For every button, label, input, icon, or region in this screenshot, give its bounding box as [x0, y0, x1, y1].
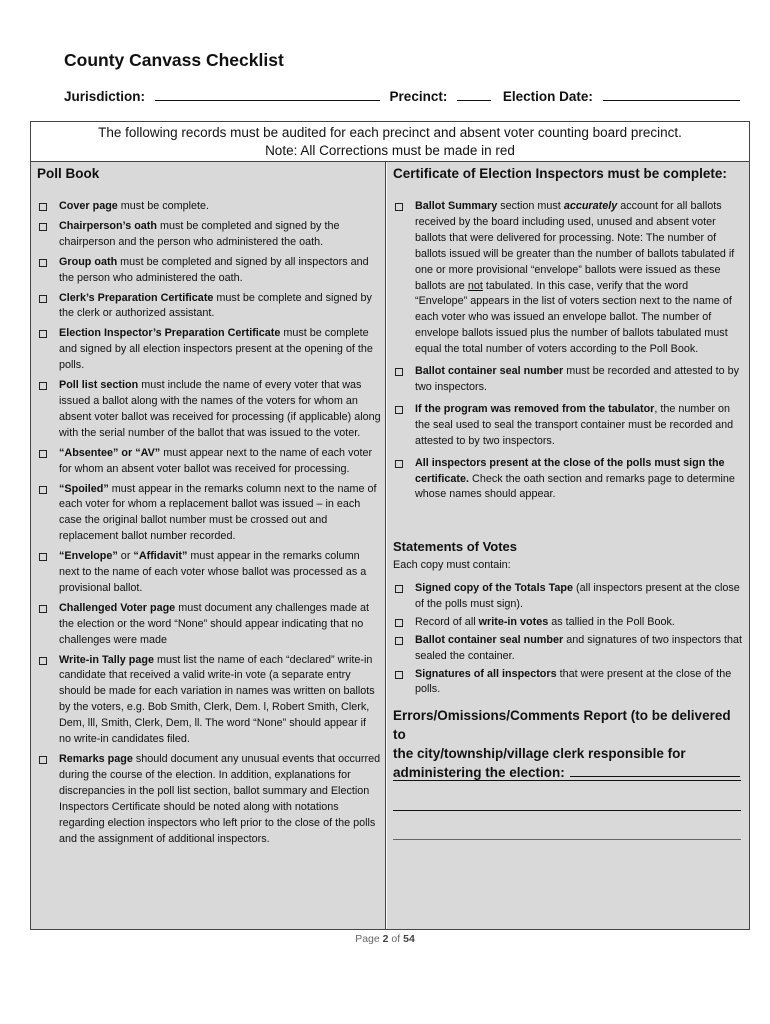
- item-text: must be complete.: [117, 200, 210, 212]
- errors-report-blank-2[interactable]: [393, 780, 741, 781]
- intro-line-1: The following records must be audited for each precinct and absent voter counting board precinct.: [98, 125, 682, 140]
- jurisdiction-label: Jurisdiction:: [64, 89, 146, 104]
- item-text: must be complete and signed by all election inspectors present at the opening of the polls.: [59, 327, 373, 372]
- election-date-blank[interactable]: [603, 89, 740, 101]
- item-bold-text: Ballot Summary: [415, 200, 498, 212]
- item-bold-text: If the program was removed from the tabulator: [415, 402, 655, 415]
- checkbox-icon[interactable]: [395, 671, 403, 679]
- item-text: , the number on the seal used to seal the transport container must be recorded and attested to by two inspectors.: [415, 402, 734, 447]
- checklist-item: [37, 326, 381, 374]
- checklist-item: [37, 199, 381, 215]
- checklist-item: [37, 446, 381, 478]
- checklist-item: [393, 667, 743, 699]
- checklist-item: [393, 456, 743, 504]
- item-bold-text: Signed copy of the Totals Tape: [415, 582, 573, 594]
- item-bold-text: Signatures of all inspectors: [415, 667, 557, 680]
- checklist-table: [30, 121, 750, 930]
- intro-line-2: Note: All Corrections must be made in red: [265, 143, 515, 158]
- item-text: should document any unusual events that occurred during the course of the election. In addition, explanations for discrepancies in the poll list section, ballot summary and Election Inspectors Certificate should be noted along with notations regarding election inspectors who left prior to the close of the polls and the assignment of additional inspectors.: [59, 753, 381, 845]
- errors-report-blank-1[interactable]: [570, 765, 740, 777]
- errors-report-blank-4[interactable]: [393, 839, 741, 840]
- checkbox-icon[interactable]: [395, 585, 403, 593]
- item-text: section must: [497, 200, 564, 212]
- item-text: must be recorded and attested to by two inspectors.: [415, 365, 740, 393]
- item-text: Record of all: [415, 615, 479, 628]
- checkbox-icon[interactable]: [39, 756, 47, 764]
- item-text: that were present at the close of the polls.: [415, 667, 732, 696]
- checklist-item: [37, 291, 381, 323]
- errors-report-heading: [393, 706, 745, 782]
- checklist-item: [37, 752, 381, 847]
- checklist-item: [37, 255, 381, 287]
- checkbox-icon[interactable]: [39, 486, 47, 494]
- certificate-heading: Certificate of Election Inspectors must be complete:: [393, 166, 727, 181]
- item-bold-text: Election Inspector’s Preparation Certificate: [59, 327, 281, 340]
- checkbox-icon[interactable]: [395, 619, 403, 627]
- item-bold-text: Write-in Tally page: [59, 653, 154, 666]
- page-title: County Canvass Checklist: [64, 50, 284, 70]
- item-bold-text: Challenged Voter page: [59, 601, 176, 614]
- precinct-label: Precinct:: [389, 89, 448, 104]
- checkbox-icon[interactable]: [395, 406, 403, 414]
- item-text: or: [117, 550, 134, 563]
- item-text: must be complete and signed by the clerk or authorized assistant.: [59, 291, 372, 320]
- checkbox-icon[interactable]: [39, 223, 47, 231]
- statements-list: [393, 581, 743, 700]
- item-bold-text: Cover page: [59, 200, 118, 212]
- checklist-item: [393, 615, 743, 631]
- item-bold-text: “Affidavit”: [133, 550, 188, 563]
- checklist-item: [37, 549, 381, 597]
- errors-report-blank-3[interactable]: [393, 810, 741, 811]
- checkbox-icon[interactable]: [39, 553, 47, 561]
- item-bold-text: Ballot container seal number: [415, 633, 564, 646]
- item-text: must appear next to the name of each voter for whom an absent voter ballot was received for processing.: [59, 446, 373, 475]
- checklist-item: [37, 482, 381, 546]
- intro-banner: [31, 122, 749, 162]
- item-text: tabulated. In this case, verify that the word “Envelope” appears in the list of voters section next to the name of each voter who was issued an envelope ballot. The number of envelope ballots issued plus the number of ballots tabulated must equal the total number of voters according to the Poll Book.: [415, 279, 732, 356]
- checkbox-icon[interactable]: [39, 203, 47, 211]
- item-bold-text: All inspectors present at the close of the polls must sign the certificate.: [415, 456, 725, 485]
- item-bold-text: Remarks page: [59, 753, 133, 765]
- checkbox-icon[interactable]: [39, 330, 47, 338]
- checkbox-icon[interactable]: [39, 382, 47, 390]
- checkbox-icon[interactable]: [395, 637, 403, 645]
- checklist-item: [37, 601, 381, 649]
- checklist-item: [37, 653, 381, 748]
- statements-subtext: Each copy must contain:: [393, 559, 511, 571]
- item-bold-text: write-in votes: [478, 615, 549, 628]
- checklist-item: [393, 364, 743, 396]
- checkbox-icon[interactable]: [39, 295, 47, 303]
- poll-book-column: [31, 162, 386, 929]
- item-bold-text: Clerk’s Preparation Certificate: [59, 291, 214, 304]
- item-text: Check the oath section and remarks page to determine whose names should appear.: [415, 472, 735, 501]
- checkbox-icon[interactable]: [39, 450, 47, 458]
- checkbox-icon[interactable]: [39, 605, 47, 613]
- item-text: account for all ballots received by the board including used, unused and absent voter ballots that were delivered for processing. Note: The number of ballots issued will be greater than the number of ballots tabulated if one or more provisional “envelope” ballots were issued as these ballots are: [415, 200, 735, 292]
- item-bold-text: “Absentee” or “AV”: [59, 446, 161, 459]
- checkbox-icon[interactable]: [39, 657, 47, 665]
- item-bold-text: Poll list section: [59, 379, 139, 392]
- checklist-item: [393, 402, 743, 450]
- certificate-list: [393, 199, 743, 509]
- item-bold-text: Ballot container seal number: [415, 365, 564, 378]
- item-bold-text: “Envelope”: [59, 550, 118, 563]
- page-footer: [0, 933, 770, 945]
- checkbox-icon[interactable]: [395, 368, 403, 376]
- item-bold-text: “Spoiled”: [59, 482, 109, 495]
- election-date-label: Election Date:: [502, 89, 593, 104]
- header-fields: [64, 89, 740, 104]
- checklist-item: [393, 633, 743, 665]
- errors-report-line-2: the city/township/village clerk responsible for: [393, 746, 686, 761]
- page-total: 54: [403, 933, 415, 945]
- item-emphasis-text: accurately: [563, 200, 618, 212]
- item-text: must appear in the remarks column next to the name of each voter whose ballot was processed as a provisional ballot.: [59, 550, 367, 594]
- checklist-item: [393, 581, 743, 613]
- item-text: must document any challenges made at the election or the word “None” should appear indicating that no challenges were made: [59, 601, 370, 646]
- jurisdiction-blank[interactable]: [155, 89, 380, 101]
- poll-book-heading: Poll Book: [37, 166, 100, 181]
- precinct-blank[interactable]: [457, 89, 491, 101]
- item-text: must be completed and signed by all inspectors and the person who administered the oath.: [59, 255, 369, 284]
- item-text: (all inspectors present at the close of the polls must sign).: [415, 582, 740, 610]
- item-bold-text: Group oath: [59, 255, 118, 268]
- item-text: and signatures of two inspectors that sealed the container.: [415, 633, 743, 662]
- item-underlined-text: not: [467, 279, 483, 292]
- item-bold-text: Chairperson’s oath: [59, 219, 157, 232]
- errors-report-line-3: administering the election:: [393, 763, 745, 782]
- item-text: must be completed and signed by the chairperson and the person who administered the oath.: [59, 219, 340, 248]
- statements-heading: Statements of Votes: [393, 539, 518, 554]
- checkbox-icon[interactable]: [39, 259, 47, 267]
- item-text: must appear in the remarks column next to the name of each voter for whom a replacement ballot was issued – in each case the original ballot number must be crossed out and replacement ballot number recorded.: [59, 482, 377, 543]
- poll-book-list: [37, 199, 381, 851]
- errors-report-line-1: Errors/Omissions/Comments Report (to be delivered to: [393, 708, 731, 742]
- item-text: as tallied in the Poll Book.: [548, 615, 675, 628]
- item-text: must list the name of each “declared” write-in candidate that received a valid write-in vote (a separate entry should be made for each variation in names was written on ballots by the voters, e.g. Bob Smith, Clerk, Dem. l, Robert Smith, Clerk, Dem, lll, Smith, Clerk, Dem, ll. The word “None” should appear if no write-in candidates filed.: [59, 653, 375, 746]
- certificate-column: [387, 162, 749, 929]
- page-number: 2: [382, 933, 389, 945]
- of-word: of: [391, 933, 401, 945]
- item-text: must include the name of every voter that was issued a ballot along with the names of the voters for whom an absent voter ballot was received for processing (if applicable) along with the serial number of the ballot that was issued to the voter.: [59, 379, 381, 439]
- page-word: Page: [355, 933, 380, 945]
- checklist-item: [37, 378, 381, 442]
- checkbox-icon[interactable]: [395, 203, 403, 211]
- checklist-item: [37, 219, 381, 251]
- checkbox-icon[interactable]: [395, 460, 403, 468]
- checklist-item: [393, 199, 743, 358]
